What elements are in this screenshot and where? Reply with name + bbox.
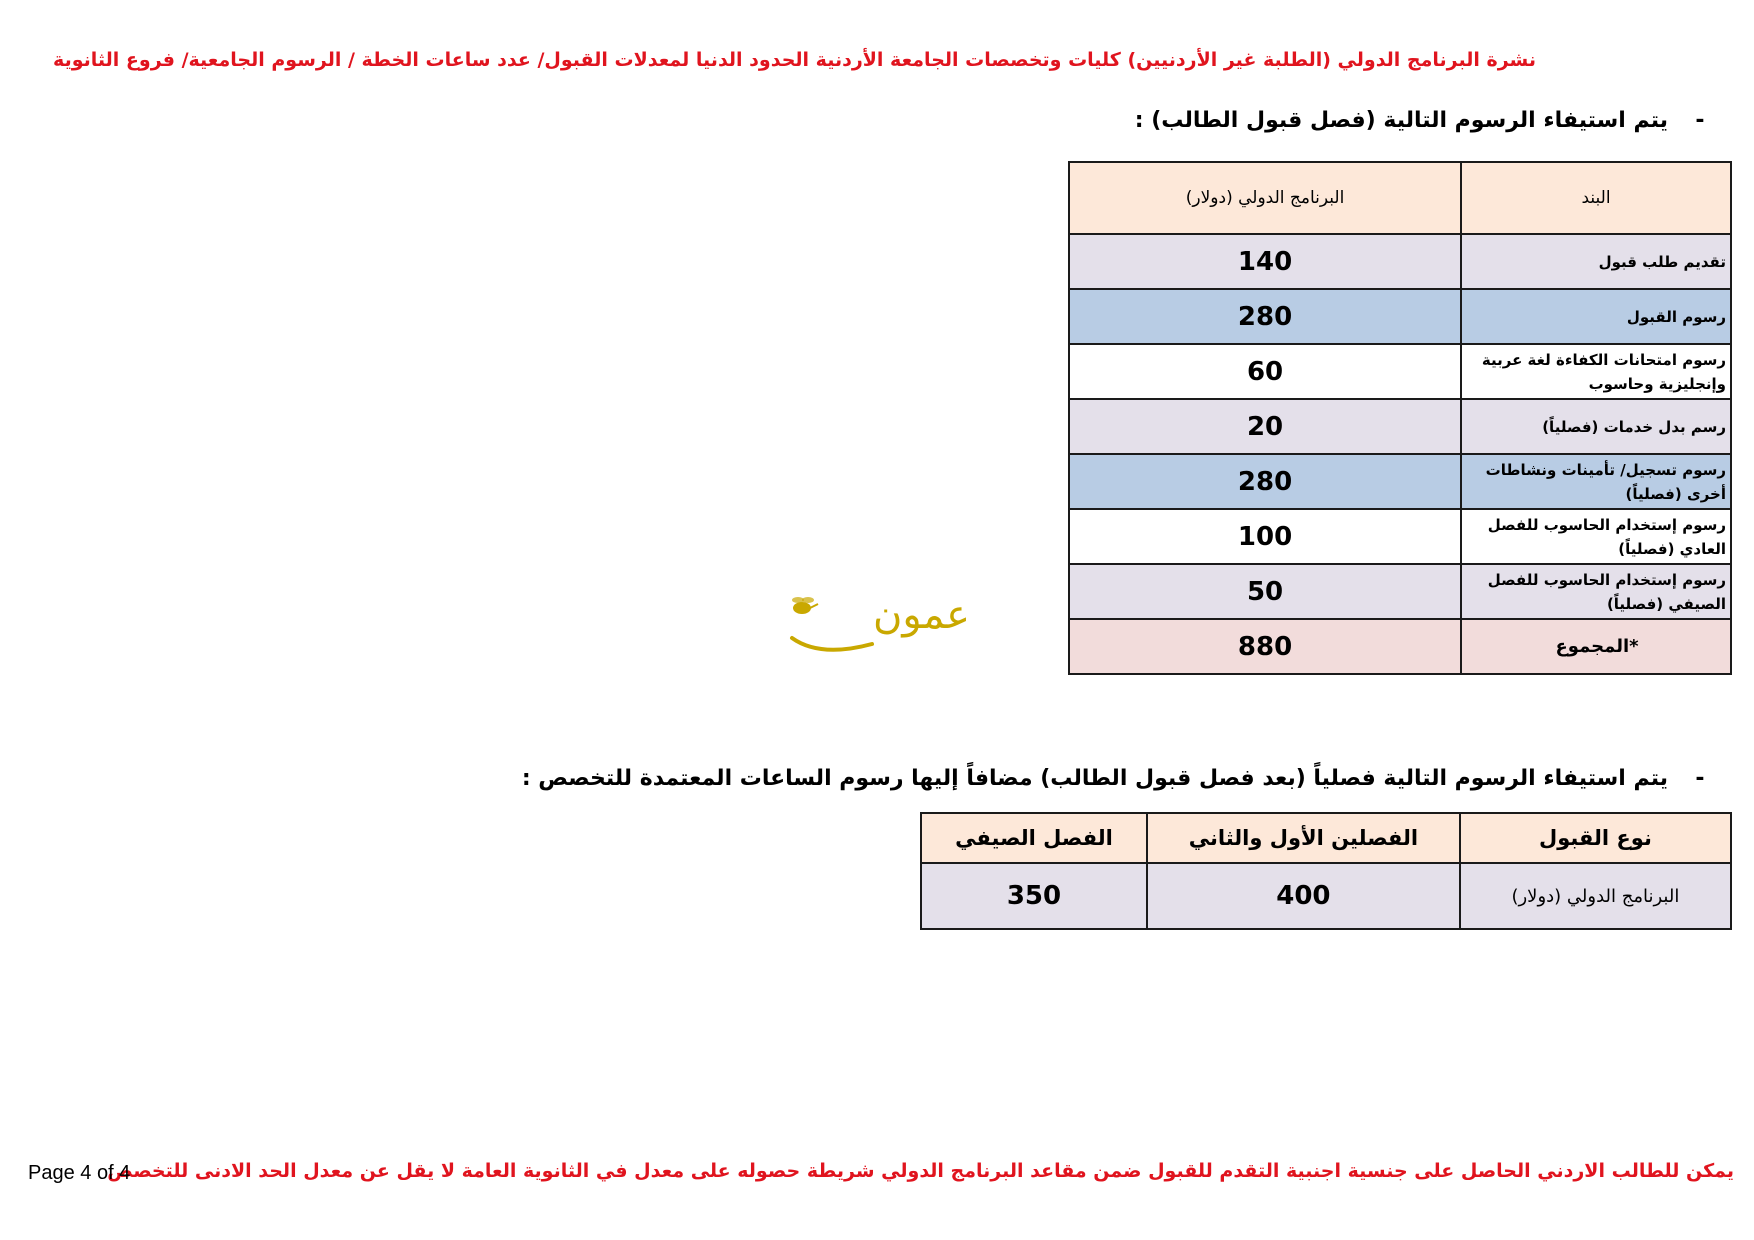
- fee-amount: 100: [1069, 509, 1461, 564]
- table-row: [1069, 399, 1731, 454]
- bullet-dash: -: [1695, 766, 1705, 791]
- column-header-amount: البرنامج الدولي (دولار): [1069, 162, 1461, 234]
- table-row: [1069, 289, 1731, 344]
- page-number: Page 4 of 4: [28, 1162, 131, 1184]
- footer-note: يمكن للطالب الاردني الحاصل على جنسية اجنبية التقدم للقبول ضمن مقاعد البرنامج الدولي شريطة حصوله على معدل في الثانوية العامة لا يقل عن معدل الحد الادنى للتخصص: [107, 1160, 1734, 1182]
- section-2-title: [522, 764, 1712, 794]
- logo-text: عمون: [872, 592, 970, 638]
- admission-fees-table: [1068, 161, 1732, 675]
- total-label: *المجموع: [1461, 619, 1731, 674]
- column-header-item: البند: [1461, 162, 1731, 234]
- bullet-dash: -: [1695, 108, 1705, 133]
- fee-amount: 60: [1069, 344, 1461, 399]
- semester-fees-table: [920, 812, 1732, 930]
- ammon-logo: [780, 580, 980, 660]
- fee-item: رسوم إستخدام الحاسوب للفصل الصيفي (فصلياً): [1461, 564, 1731, 619]
- column-header-summer: الفصل الصيفي: [921, 813, 1147, 863]
- table-row: [921, 863, 1731, 929]
- fee-item: رسوم القبول: [1461, 289, 1731, 344]
- regular-semester-fee: 400: [1147, 863, 1460, 929]
- section-2-title-text: يتم استيفاء الرسوم التالية فصلياً (بعد فصل قبول الطالب) مضافاً إليها رسوم الساعات المعتمدة للتخصص :: [521, 766, 1668, 791]
- fee-item: رسوم تسجيل/ تأمينات ونشاطات أخرى (فصلياً): [1461, 454, 1731, 509]
- fee-item: تقديم طلب قبول: [1461, 234, 1731, 289]
- section-1-title-text: يتم استيفاء الرسوم التالية (فصل قبول الطالب) :: [1134, 108, 1668, 133]
- summer-semester-fee: 350: [921, 863, 1147, 929]
- admission-type: البرنامج الدولي (دولار): [1460, 863, 1731, 929]
- section-1-title: [1135, 106, 1712, 136]
- fee-item: رسم بدل خدمات (فصلياً): [1461, 399, 1731, 454]
- table-row: [1069, 564, 1731, 619]
- table-row: [1069, 344, 1731, 399]
- fee-item: رسوم امتحانات الكفاءة لغة عربية وإنجليزية وحاسوب: [1461, 344, 1731, 399]
- document-header: نشرة البرنامج الدولي (الطلبة غير الأردنيين) كليات وتخصصات الجامعة الأردنية الحدود الدنيا لمعدلات القبول/ عدد ساعات الخطة / الرسوم الجامعية/ فروع الثانوية: [53, 49, 1536, 71]
- fee-amount: 280: [1069, 454, 1461, 509]
- bee-icon: [792, 597, 818, 614]
- fee-amount: 280: [1069, 289, 1461, 344]
- table-row: [1069, 509, 1731, 564]
- table-row: [1069, 454, 1731, 509]
- total-row: [1069, 619, 1731, 674]
- column-header-type: نوع القبول: [1460, 813, 1731, 863]
- table-row: [1069, 234, 1731, 289]
- fee-amount: 50: [1069, 564, 1461, 619]
- total-value: 880: [1069, 619, 1461, 674]
- fee-amount: 20: [1069, 399, 1461, 454]
- fee-amount: 140: [1069, 234, 1461, 289]
- fee-item: رسوم إستخدام الحاسوب للفصل العادي (فصلياً): [1461, 509, 1731, 564]
- column-header-regular: الفصلين الأول والثاني: [1147, 813, 1460, 863]
